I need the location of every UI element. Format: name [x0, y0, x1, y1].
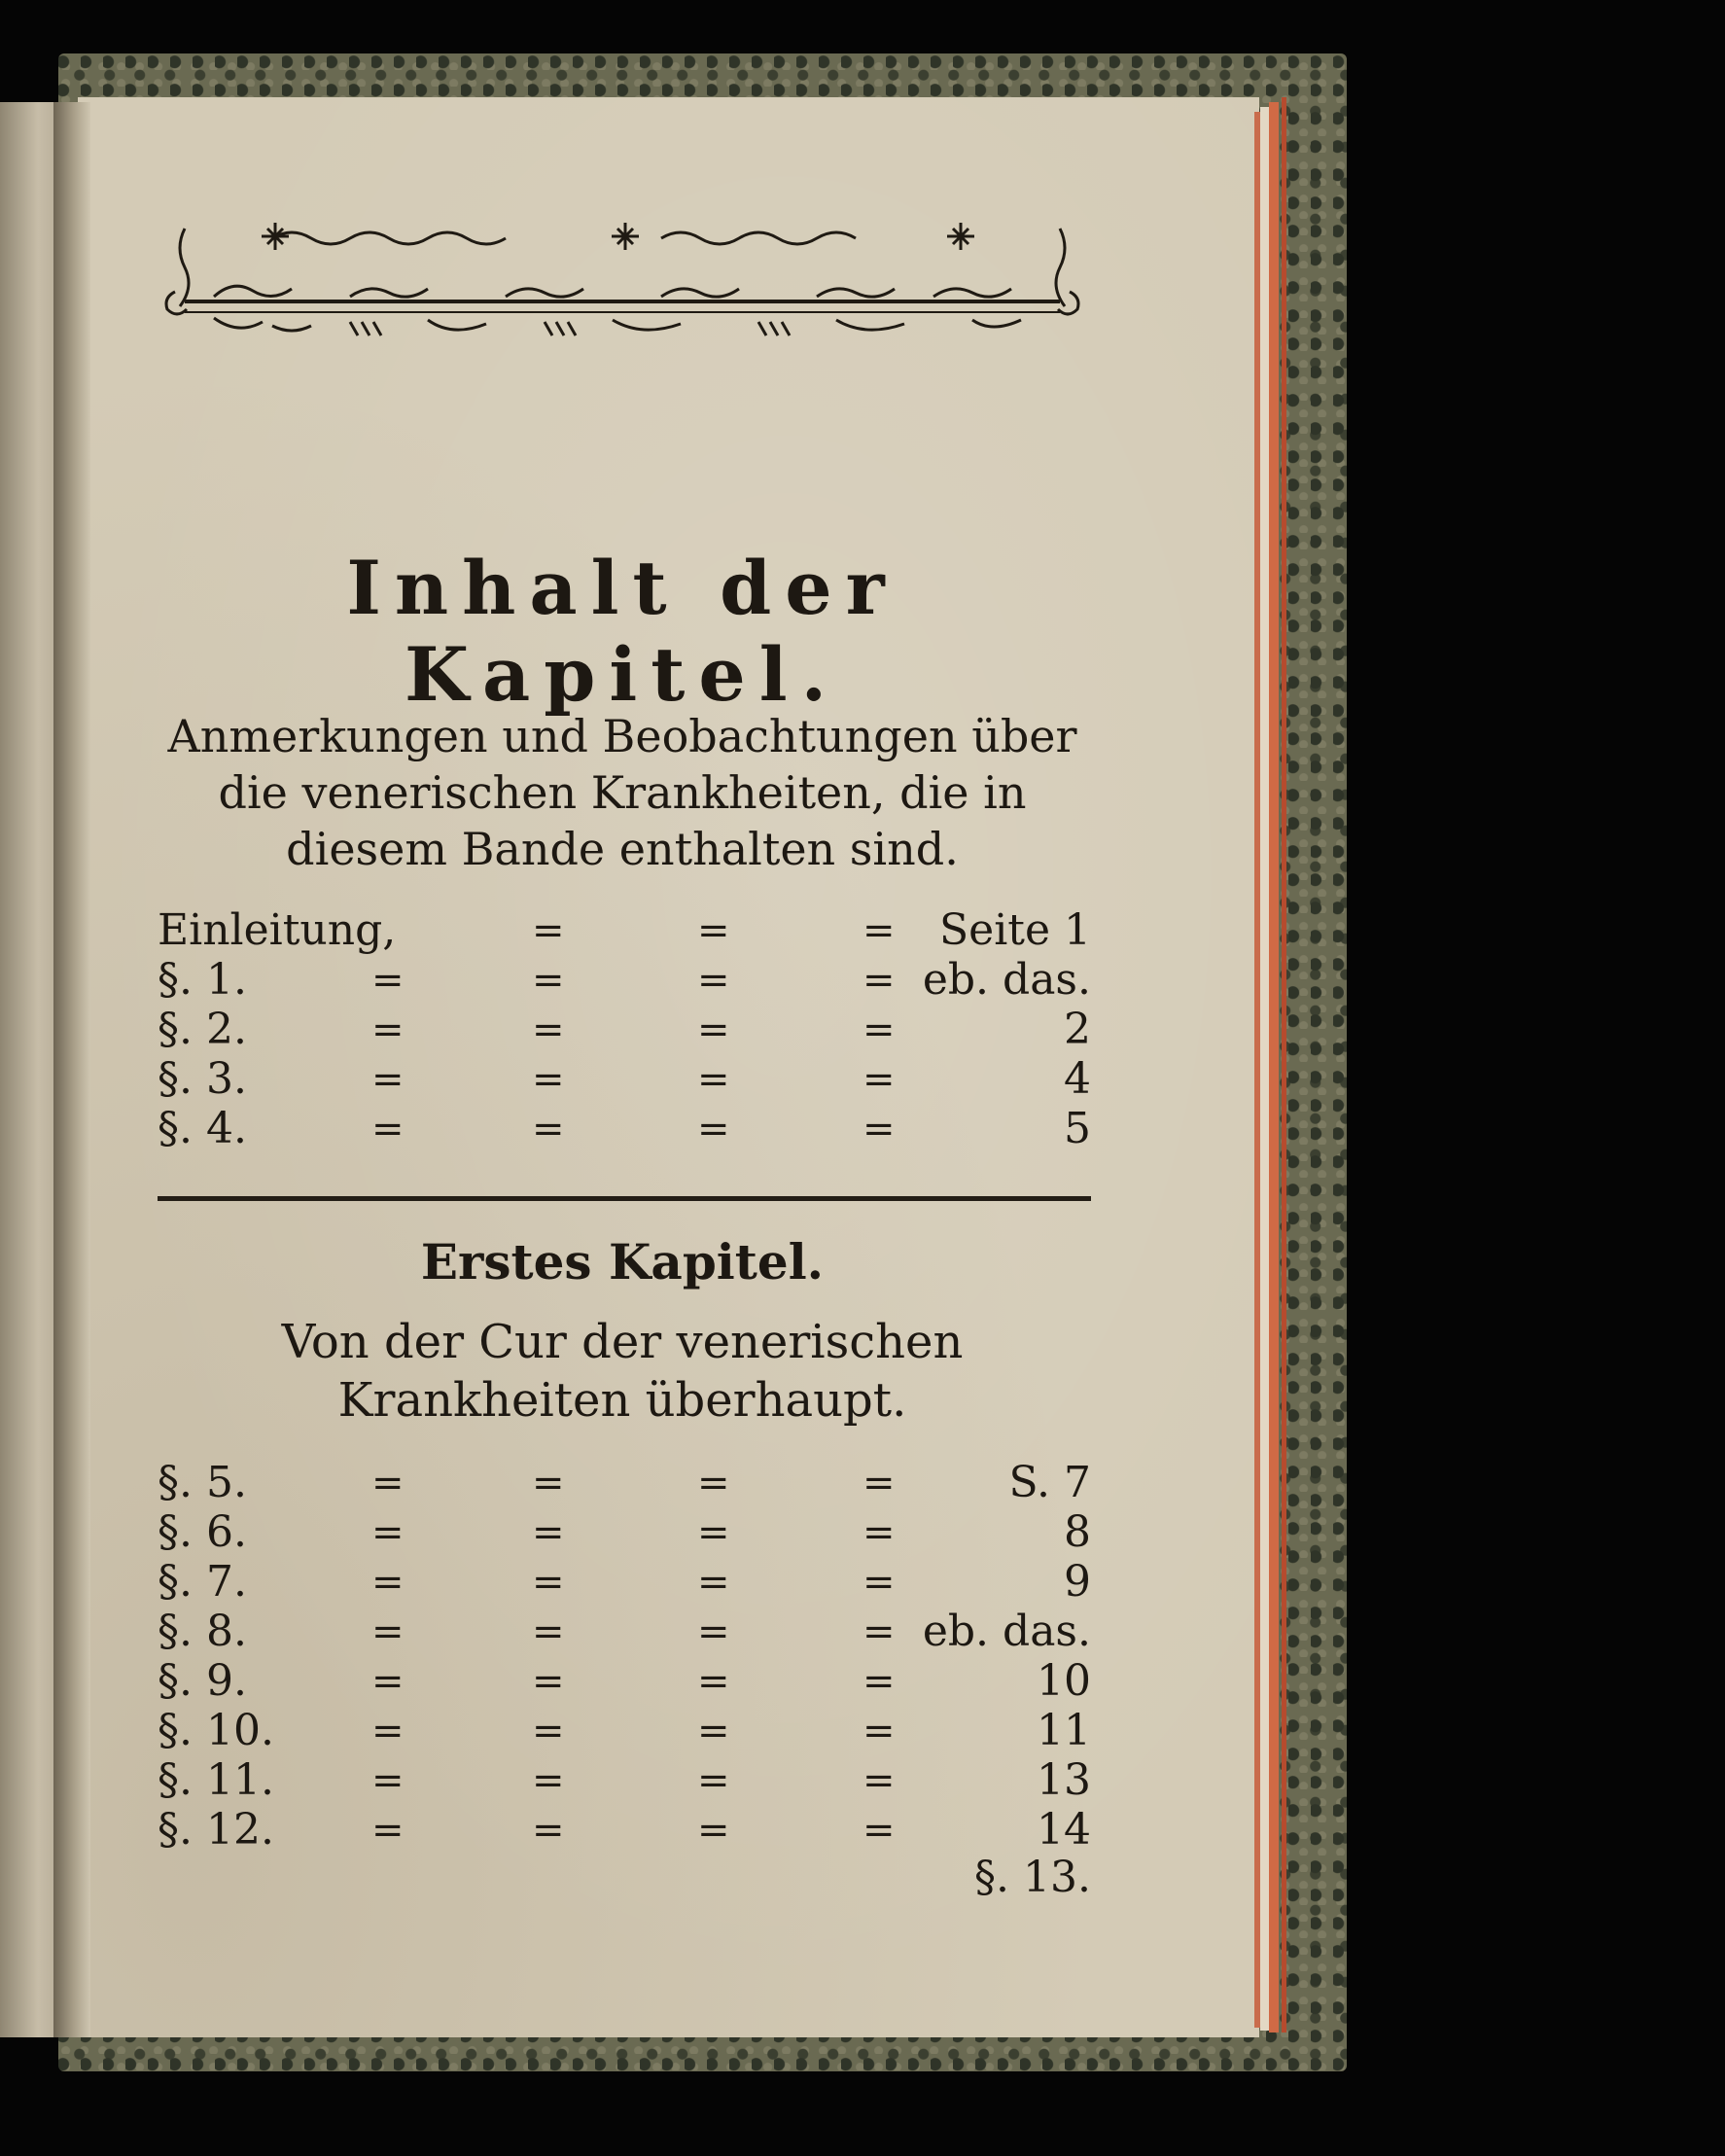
toc-row: [158, 956, 1091, 1005]
toc-leader-mark: =: [697, 1510, 730, 1555]
toc-leader-mark: =: [532, 1709, 565, 1753]
toc-leader-mark: =: [697, 1461, 730, 1505]
toc-leader-mark: =: [697, 1057, 730, 1102]
toc-leader-mark: =: [697, 1659, 730, 1704]
page-edge-red: [1254, 112, 1260, 2028]
toc-row: [158, 1657, 1091, 1706]
toc-leader-mark: =: [371, 1808, 405, 1853]
section-description: Anmerkungen und Beobachtungen über die venerischen Krankheiten, die in diesem Bande enthalten sind.: [167, 710, 1077, 875]
toc-leader-mark: =: [532, 1808, 565, 1853]
toc-page-number: 10: [1037, 1656, 1091, 1706]
toc-leader-mark: =: [371, 1758, 405, 1803]
toc-page-number: 9: [1064, 1557, 1091, 1607]
toc-leader-mark: =: [697, 1709, 730, 1753]
toc-leader-mark: =: [862, 1007, 896, 1052]
toc-leader-mark: =: [532, 958, 565, 1003]
toc-leader-mark: =: [371, 958, 405, 1003]
toc-leader-mark: =: [862, 1609, 896, 1654]
toc-leader-mark: =: [697, 958, 730, 1003]
catchword: §. 13.: [974, 1853, 1091, 1902]
toc-row: [158, 1558, 1091, 1607]
toc-row: [158, 1055, 1091, 1104]
toc-page-number: 8: [1064, 1507, 1091, 1557]
toc-leader-mark: =: [862, 1808, 896, 1853]
toc-leader-mark: =: [371, 1057, 405, 1102]
toc-leader-mark: =: [697, 1560, 730, 1605]
toc-leader-mark: =: [371, 1560, 405, 1605]
toc-section-label: Einleitung,: [158, 905, 397, 955]
toc-section-label: §. 11.: [158, 1755, 274, 1805]
gutter: [53, 102, 90, 2037]
toc-leader-mark: =: [697, 1007, 730, 1052]
toc-section-label: §. 7.: [158, 1557, 247, 1607]
toc-leader-mark: =: [862, 1057, 896, 1102]
toc-page-number: 13: [1037, 1755, 1091, 1805]
toc-section-label: §. 10.: [158, 1706, 274, 1755]
toc-leader-mark: =: [697, 1609, 730, 1654]
toc-section-label: §. 2.: [158, 1005, 247, 1054]
chapter-heading: Erstes Kapitel.: [420, 1233, 825, 1290]
toc-leader-mark: =: [532, 1758, 565, 1803]
toc-leader-mark: =: [532, 1659, 565, 1704]
toc-row: [158, 1006, 1091, 1054]
toc-leader-mark: =: [862, 1461, 896, 1505]
toc-page-number: 5: [1064, 1104, 1091, 1153]
toc-leader-mark: =: [532, 1560, 565, 1605]
toc-row: [158, 1806, 1091, 1855]
toc-page-number: Seite 1: [939, 905, 1091, 955]
page-edge-red: [1269, 102, 1279, 2032]
toc-leader-mark: =: [862, 1510, 896, 1555]
toc-leader-mark: =: [371, 1007, 405, 1052]
toc-leader-mark: =: [862, 908, 896, 953]
toc-section-label: §. 4.: [158, 1104, 247, 1153]
toc-leader-mark: =: [697, 1808, 730, 1853]
toc-leader-mark: =: [532, 1007, 565, 1052]
toc-leader-mark: =: [697, 908, 730, 953]
toc-leader-mark: =: [371, 1107, 405, 1151]
toc-leader-mark: =: [697, 1107, 730, 1151]
toc-leader-mark: =: [532, 1107, 565, 1151]
divider-rule: [158, 1196, 1091, 1201]
toc-section-label: §. 9.: [158, 1656, 247, 1706]
toc-leader-mark: =: [862, 958, 896, 1003]
page-edge: [1260, 107, 1269, 2031]
toc-section-label: §. 1.: [158, 955, 247, 1005]
toc-page-number: eb. das.: [922, 955, 1091, 1005]
toc-leader-mark: =: [862, 1758, 896, 1803]
toc-leader-mark: =: [862, 1659, 896, 1704]
toc-section-label: §. 5.: [158, 1458, 247, 1507]
toc-section-label: §. 6.: [158, 1507, 247, 1557]
toc-section-label: §. 3.: [158, 1054, 247, 1104]
toc-row: [158, 1508, 1091, 1557]
toc-leader-mark: =: [862, 1107, 896, 1151]
toc-page-number: 2: [1064, 1005, 1091, 1054]
toc-section-label: §. 8.: [158, 1607, 247, 1656]
toc-leader-mark: =: [371, 1461, 405, 1505]
toc-leader-mark: =: [371, 1659, 405, 1704]
toc-page-number: 14: [1037, 1805, 1091, 1855]
toc-leader-mark: =: [862, 1560, 896, 1605]
toc-row: [158, 1756, 1091, 1805]
toc-leader-mark: =: [532, 1609, 565, 1654]
toc-leader-mark: =: [371, 1510, 405, 1555]
toc-row: [158, 906, 1091, 955]
toc-leader-mark: =: [371, 1609, 405, 1654]
toc-row: [158, 1608, 1091, 1656]
toc-leader-mark: =: [532, 1461, 565, 1505]
chapter-subtitle: Von der Cur der venerischen Krankheiten überhaupt.: [281, 1315, 964, 1428]
toc-page-number: 4: [1064, 1054, 1091, 1104]
toc-page-number: S. 7: [1008, 1458, 1091, 1507]
toc-row: [158, 1105, 1091, 1153]
toc-row: [158, 1707, 1091, 1755]
toc-leader-mark: =: [697, 1758, 730, 1803]
toc-section-label: §. 12.: [158, 1805, 274, 1855]
headpiece-ornament: [156, 209, 1089, 345]
toc-leader-mark: =: [532, 908, 565, 953]
toc-page-number: 11: [1037, 1706, 1091, 1755]
toc-row: [158, 1459, 1091, 1507]
toc-leader-mark: =: [862, 1709, 896, 1753]
toc-page-number: eb. das.: [922, 1607, 1091, 1656]
toc-leader-mark: =: [371, 1709, 405, 1753]
toc-leader-mark: =: [532, 1510, 565, 1555]
page-edge-red: [1282, 97, 1286, 2032]
toc-leader-mark: =: [532, 1057, 565, 1102]
page-title: Inhalt der Kapitel.: [346, 545, 898, 718]
